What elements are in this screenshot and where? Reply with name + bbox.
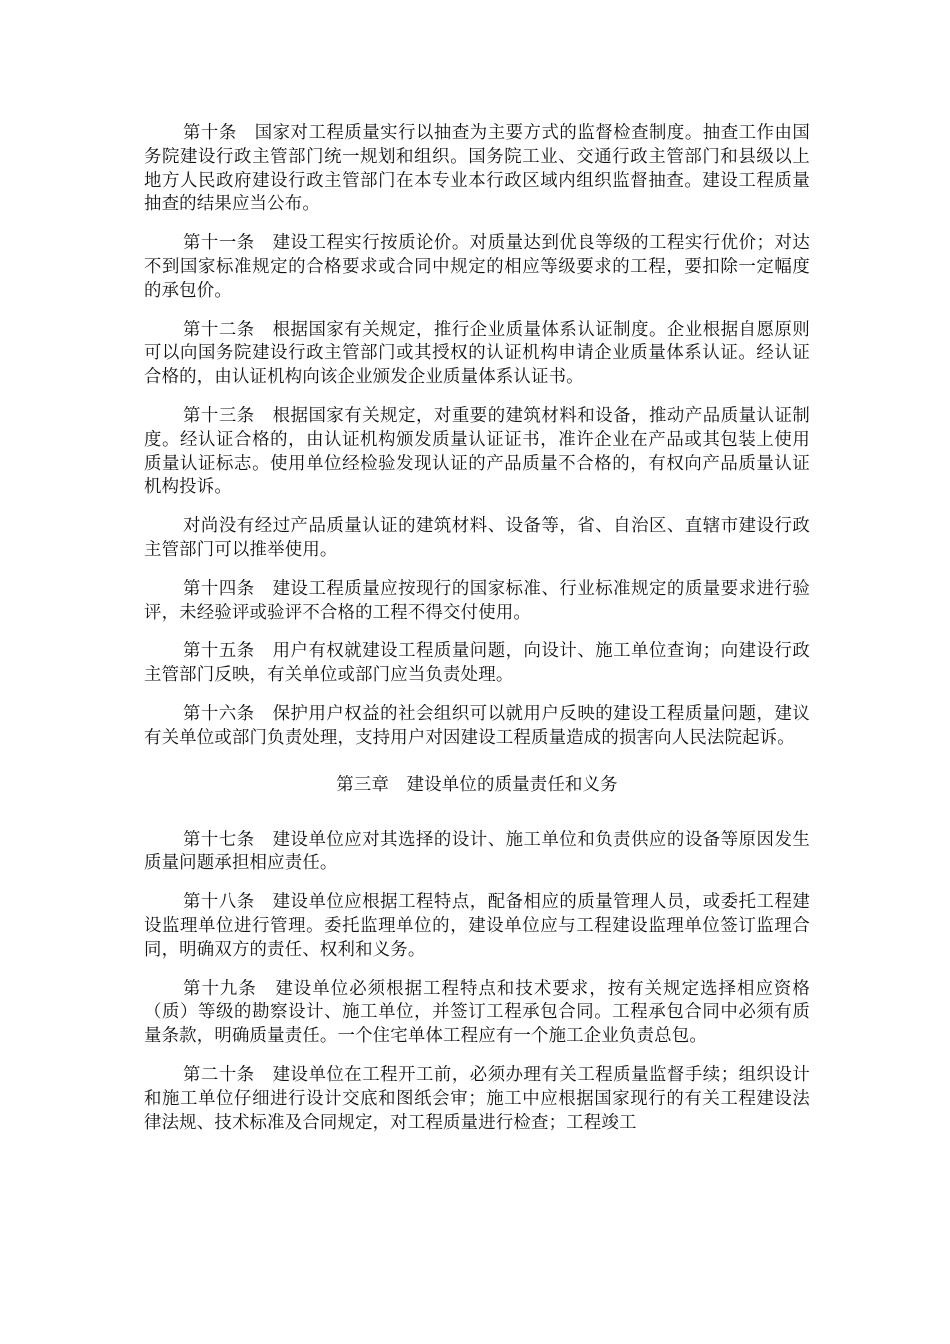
document-page bbox=[144, 122, 810, 1150]
article-14: 第十四条 建设工程质量应按现行的国家标准、行业标准规定的质量要求进行验评，未经验评或验评不合格的工程不得交付使用。 bbox=[144, 578, 810, 623]
article-11: 第十一条 建设工程实行按质论价。对质量达到优良等级的工程实行优价；对达不到国家标准规定的合格要求或合同中规定的相应等级要求的工程，要扣除一定幅度的承包价。 bbox=[144, 233, 810, 301]
article-19: 第十九条 建设单位必须根据工程特点和技术要求，按有关规定选择相应资格（质）等级的勘察设计、施工单位，并签订工程承包合同。工程承包合同中必须有质量条款，明确质量责任。一个住宅单体工程应有一个施工企业负责总包。 bbox=[144, 978, 810, 1047]
chapter-heading: 第三章 建设单位的质量责任和义务 bbox=[336, 774, 618, 795]
article-20: 第二十条 建设单位在工程开工前，必须办理有关工程质量监督手续；组织设计和施工单位仔细进行设计交底和图纸会审；施工中应根据国家现行的有关工程建设法律法规、技术标准及合同规定，对工程质量进行检查；工程竣工 bbox=[144, 1064, 810, 1133]
article-13-supplement: 对尚没有经过产品质量认证的建筑材料、设备等，省、自治区、直辖市建设行政主管部门可以推举使用。 bbox=[144, 516, 810, 560]
article-15: 第十五条 用户有权就建设工程质量问题，向设计、施工单位查询；向建设行政主管部门反映，有关单位或部门应当负责处理。 bbox=[144, 641, 810, 686]
article-17: 第十七条 建设单位应对其选择的设计、施工单位和负责供应的设备等原因发生质量问题承担相应责任。 bbox=[144, 829, 810, 874]
article-12: 第十二条 根据国家有关规定，推行企业质量体系认证制度。企业根据自愿原则可以向国务院建设行政主管部门或其授权的认证机构申请企业质量体系认证。经认证合格的，由认证机构向该企业颁发企业质量体系认证书。 bbox=[144, 319, 810, 388]
article-16: 第十六条 保护用户权益的社会组织可以就用户反映的建设工程质量问题，建议有关单位或部门负责处理，支持用户对因建设工程质量造成的损害向人民法院起诉。 bbox=[144, 703, 810, 748]
article-13: 第十三条 根据国家有关规定，对重要的建筑材料和设备，推动产品质量认证制度。经认证合格的，由认证机构颁发质量认证证书，准许企业在产品或其包装上使用质量认证标志。使用单位经检验发现认证的产品质量不合格的，有权向产品质量认证机构投诉。 bbox=[144, 405, 810, 498]
article-18: 第十八条 建设单位应根据工程特点，配备相应的质量管理人员，或委托工程建设监理单位进行管理。委托监理单位的，建设单位应与工程建设监理单位签订监理合同，明确双方的责任、权利和义务。 bbox=[144, 892, 810, 960]
article-10: 第十条 国家对工程质量实行以抽查为主要方式的监督检查制度。抽查工作由国务院建设行政主管部门统一规划和组织。国务院工业、交通行政主管部门和县级以上地方人民政府建设行政主管部门在本专业本行政区域内组织监督抽查。建设工程质量抽查的结果应当公布。 bbox=[144, 123, 810, 215]
